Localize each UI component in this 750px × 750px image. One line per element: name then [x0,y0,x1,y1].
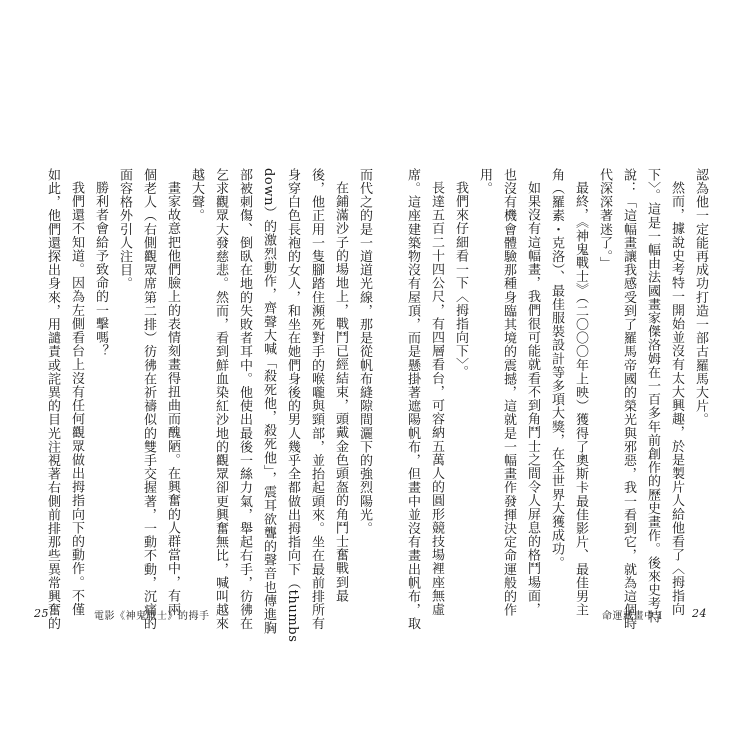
text-column: 勝利者會給予致命的一擊嗎？ [93,181,108,358]
text-column: 代深深著迷了。」 [597,168,612,271]
text-column: 越大聲。 [189,168,204,223]
text-column: 乞求觀眾大發慈悲。然而，看到鮮血染紅沙地的觀眾卻更興奮無比，喊叫越來 [213,168,228,631]
text-column: 認為他一定能再成功打造一部古羅馬大片。 [693,168,708,427]
text-column: 身穿白色長袍的女人，和坐在她們身後的男人幾乎全都做出拇指向下（thumbs [285,168,300,643]
text-column: 說：「這幅畫讓我感受到了羅馬帝國的榮光與邪惡，我一看到它，就為這個時 [621,168,636,631]
text-column: 而代之的是一道道光線，那是從帆布縫隙間灑下的強烈陽光。 [357,168,372,536]
text-column: 畫家故意把他們臉上的表情刻畫得扭曲而醜陋。在興奮的人群當中，有兩 [165,181,180,617]
right-page-number: 24 [692,607,707,620]
text-column: 個老人（右側觀眾席第二排）彷彿在祈禱似的雙手交握著，一動不動，沉痛的 [141,168,156,631]
text-column: 在鋪滿沙子的場地上，戰鬥已經結束，頭戴金色頭盔的角鬥士奮戰到最 [333,181,348,603]
text-column: 也沒有機會體驗那種身臨其境的震撼，這就是一幅畫作發揮決定命運般的作 [501,168,516,617]
left-running-head: 電影《神鬼戰士》的拇手 [94,611,210,622]
text-column: 如果沒有這幅畫，我們很可能就看不到角鬥士之間令人屏息的格鬥場面， [525,181,540,617]
text-column: 然而，據說史考特一開始並沒有太大興趣，於是製片人給他看了〈拇指向 [669,181,684,617]
text-column: 如此，他們還探出身來，用譴責或詫異的目光注視著右側前排那些異常興奮的 [45,168,60,631]
text-column: 長達五百二十四公尺，有四層看台，可容納五萬人的圓形競技場裡座無虛 [429,181,444,617]
text-column: 後，他正用一隻腳踏住瀕死對手的喉嚨與頸部，並抬起頭來。坐在最前排所有 [309,168,324,631]
text-column: 我們來仔細看一下〈拇指向下〉。 [453,181,468,379]
text-column: down）的激烈動作，齊聲大喊「殺死他，殺死他」，震耳欲聾的聲音也傳進胸 [261,168,276,635]
text-column: 角（羅素・克洛）、最佳服裝設計等多項大獎，在全世界大獲成功。 [549,168,564,570]
left-page-number: 25 [34,607,49,620]
text-column: 面容格外引人注目。 [117,168,132,291]
text-column: 用。 [477,168,492,196]
right-running-head: 命運藏畫中 I [602,611,663,622]
text-column: 部被刺傷、倒臥在地的失敗者耳中。他使出最後一絲力氣，舉起右手，彷彿在 [237,168,252,631]
text-column: 下〉。這是一幅由法國畫家傑洛姆在一百多年前創作的歷史畫作。後來史考特 [645,168,660,624]
text-column: 席。這座建築物沒有屋頂，而是懸掛著遮陽帆布，但畫中並沒有畫出帆布，取 [405,168,420,631]
text-column: 我們還不知道。因為左側看台上沒有任何觀眾做出拇指向下的動作。不僅 [69,181,84,617]
text-column: 最終，《神鬼戰士》（二〇〇〇年上映）獲得了奧斯卡最佳影片、最佳男主 [573,181,588,617]
